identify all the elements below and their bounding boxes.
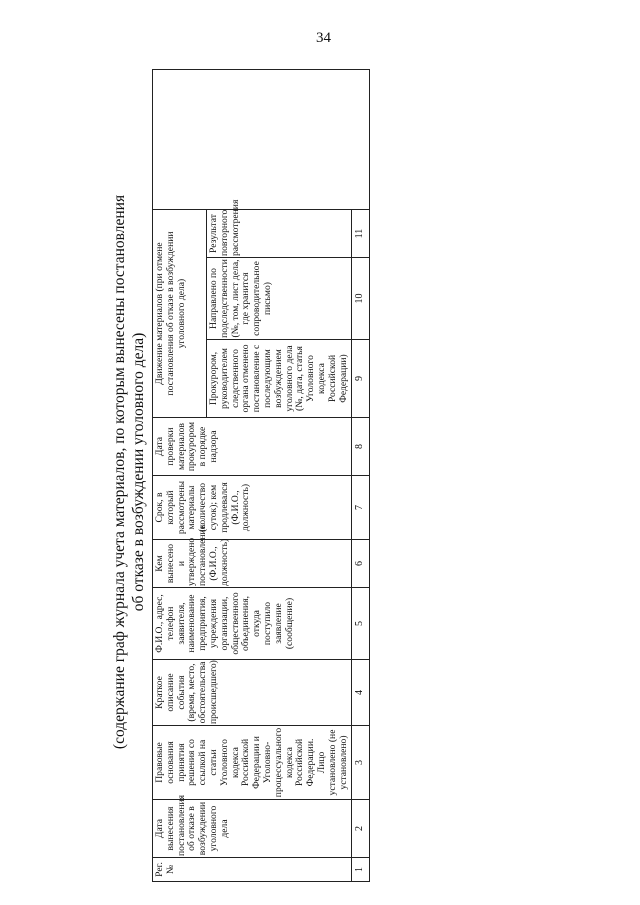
- col-number-11: 11: [352, 210, 370, 258]
- col-number-2: 2: [352, 800, 370, 858]
- col-number-9: 9: [352, 340, 370, 418]
- caption-line-1: (содержание граф журнала учета материалов, по которым вынесены постановления: [111, 194, 128, 750]
- col-number-3: 3: [352, 726, 370, 800]
- page-number: 34: [316, 30, 331, 46]
- col-number-4: 4: [352, 660, 370, 726]
- col-header-6: Кем вынесено и утверждено постановление (Ф.И.О., должность): [153, 540, 352, 588]
- col-header-5: Ф.И.О., адрес, телефон заявителя, наименование предприятия, учреждения организации, общественного объединения, откуда поступило заявление (сообщение): [153, 588, 352, 660]
- col-header-3: Правовые основания принятия решения со ссылкой на статьи Уголовного кодекса Российской Федерации и Уголовно-процессуального кодекса Российской Федерации. Лицо установлено (не установлено): [153, 726, 352, 800]
- col-number-10: 10: [352, 258, 370, 340]
- header-row-1: [153, 70, 207, 882]
- caption-line-2: об отказе в возбуждении уголовного дела): [130, 332, 147, 612]
- empty-trailing-cell: [153, 70, 370, 210]
- col-header-1: Рег. №: [153, 858, 352, 882]
- col-header-10: Направлено по подследственности (№, том, лист дела, где хранится сопроводительное письмо): [206, 258, 351, 340]
- col-header-4: Краткое описание события (время, место, обстоятельства происшедшего): [153, 660, 352, 726]
- col-number-8: 8: [352, 418, 370, 476]
- col-number-7: 7: [352, 476, 370, 540]
- col-header-2: Дата вынесения постановления об отказе в возбуждении уголовного дела: [153, 800, 352, 858]
- col-header-11: Результат повторного рассмотрения: [206, 210, 351, 258]
- col-number-5: 5: [352, 588, 370, 660]
- col-header-8: Дата проверки материалов прокурором в порядке надзора: [153, 418, 352, 476]
- rotated-content: [110, 62, 370, 882]
- col-number-1: 1: [352, 858, 370, 882]
- caption: [110, 62, 148, 882]
- col-number-6: 6: [352, 540, 370, 588]
- col-header-9: Прокурором, руководителем следственного органа отменено постановление с последующим возбуждением уголовного дела (№, дата, статья Уголовного кодекса Российской Федерации): [206, 340, 351, 418]
- col-header-7: Срок, в который рассмотрены материалы (количество суток); кем продлевался (Ф.И.О., должность): [153, 476, 352, 540]
- group-header: Движение материалов (при отмене постановления об отказе в возбуждении уголовного дела): [153, 210, 207, 418]
- journal-table: [152, 69, 370, 882]
